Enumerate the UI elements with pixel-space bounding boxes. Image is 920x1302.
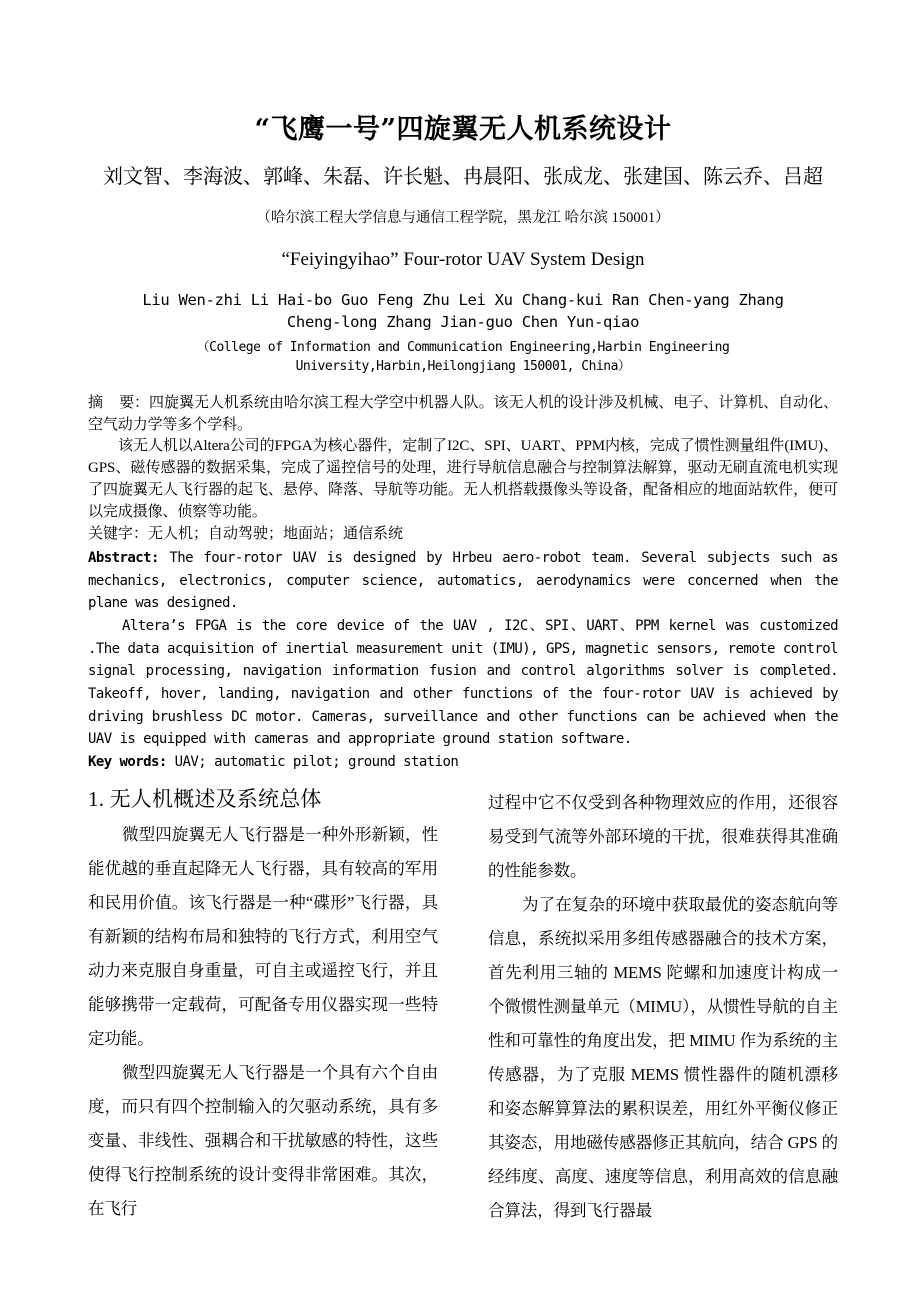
affiliation-english-line1: （College of Information and Communication Engineering,Harbin Engineering (196, 339, 730, 355)
abstract-english (88, 546, 838, 751)
keywords-english-text: UAV; automatic pilot; ground station (166, 753, 459, 770)
authors-english-line1: Liu Wen-zhi Li Hai-bo Guo Feng Zhu Lei Xu Chang-kui Ran Chen-yang Zhang (142, 290, 784, 309)
keywords-chinese (88, 524, 838, 546)
keywords-chinese-label: 关键字： (88, 525, 149, 542)
body-paragraph: 为了在复杂的环境中获取最优的姿态航向等信息，系统拟采用多组传感器融合的技术方案，首先利用三轴的 MEMS 陀螺和加速度计构成一个微惯性测量单元（MIMU），从惯性导航的自主性和可靠性的角度出发，把 MIMU 作为系统的主传感器，为了克服 MEMS 惯性器件的随机漂移和姿态解算算法的累积误差，用红外平衡仪修正其姿态，用地磁传感器修正其航向，结合 GPS 的经纬度、高度、速度等信息，利用高效的信息融合算法，得到飞行器最 (488, 894, 838, 1220)
abstract-chinese-para1 (88, 393, 838, 437)
authors-chinese: 刘文智、李海波、郭峰、朱磊、许长魁、冉晨阳、张成龙、张建国、陈云乔、吕超 (103, 166, 823, 189)
keywords-english-label: Key words: (88, 753, 167, 770)
abstract-chinese-text1: 四旋翼无人机系统由哈尔滨工程大学空中机器人队。该无人机的设计涉及机械、电子、计算机、自动化、空气动力学等多个学科。 (88, 394, 838, 433)
affiliation-english-line2: University,Harbin,Heilongjiang 150001, China） (295, 358, 631, 374)
body-paragraph-continuation: 过程中它不仅受到各种物理效应的作用，还很容易受到气流等外部环境的干扰，很难获得其准确的性能参数。 (488, 793, 838, 880)
title-english: “Feiyingyihao” Four-rotor UAV System Design (281, 249, 645, 271)
abstract-english-label: Abstract: (88, 549, 159, 566)
body-column-left (88, 786, 438, 1286)
abstract-english-text1: The four-rotor UAV is designed by Hrbeu aero-robot team. Several subjects such as mechanics, electronics, computer science, automatics, aerodynamics were concerned when the plane was designed. (88, 549, 838, 612)
abstract-chinese-para2: 该无人机以Altera公司的FPGA为核心器件，定制了I2C、SPI、UART、PPM内核，完成了惯性测量组件(IMU)、GPS、磁传感器的数据采集，完成了遥控信号的处理，进行导航信息融合与控制算法解算，驱动无刷直流电机实现了四旋翼无人飞行器的起飞、悬停、降落、导航等功能。无人机搭载摄像头等设备，配备相应的地面站软件，便可以完成摄像、侦察等功能。 (88, 438, 838, 521)
abstract-chinese-label2: 要： (118, 394, 150, 411)
keywords-english (88, 751, 838, 774)
abstract-english-para2: Altera’s FPGA is the core device of the UAV , I2C、SPI、UART、PPM kernel was customized .The data acquisition of inertial measurement unit (IMU), GPS, magnetic sensors, remote control signal processing, navigation information fusion and control algorithms solver is completed. Takeoff, hover, landing, navigation and other functions of the four-rotor UAV is achieved by driving brushless DC motor. Cameras, surveillance and other functions can be achieved when the UAV is equipped with cameras and appropriate ground station software. (88, 617, 838, 748)
section-heading-1: 1. 无人机概述及系统总体 (88, 787, 322, 811)
affiliation-english (88, 334, 838, 377)
body-two-column-layout (88, 786, 838, 1286)
abstract-section (88, 377, 838, 774)
body-paragraph: 微型四旋翼无人飞行器是一个具有六个自由度，而只有四个控制输入的欠驱动系统，具有多变量、非线性、强耦合和干扰敏感的特性，这些使得飞行控制系统的设计变得非常困难。其次，在飞行 (88, 1063, 438, 1219)
body-paragraph: 微型四旋翼无人飞行器是一种外形新颖，性能优越的垂直起降无人飞行器，具有较高的军用和民用价值。该飞行器是一种“碟形”飞行器，具有新颖的结构布局和独特的飞行方式，利用空气动力来克服自身重量，可自主或遥控飞行，并且能够携带一定载荷，可配备专用仪器实现一些特定功能。 (88, 825, 438, 1049)
body-column-right (488, 786, 838, 1286)
authors-english-line2: Cheng-long Zhang Jian-guo Chen Yun-qiao (286, 313, 640, 332)
abstract-chinese-label: 摘 (88, 394, 103, 411)
keywords-chinese-text: 无人机；自动驾驶；地面站；通信系统 (148, 525, 404, 542)
front-matter (88, 0, 838, 774)
abstract-english-para1 (88, 547, 838, 615)
affiliation-chinese: （哈尔滨工程大学信息与通信工程学院，黑龙江 哈尔滨 150001） (256, 210, 670, 227)
abstract-chinese (88, 393, 838, 524)
authors-english (88, 272, 838, 334)
page-title: “飞鹰一号”四旋翼无人机系统设计 (254, 114, 672, 145)
